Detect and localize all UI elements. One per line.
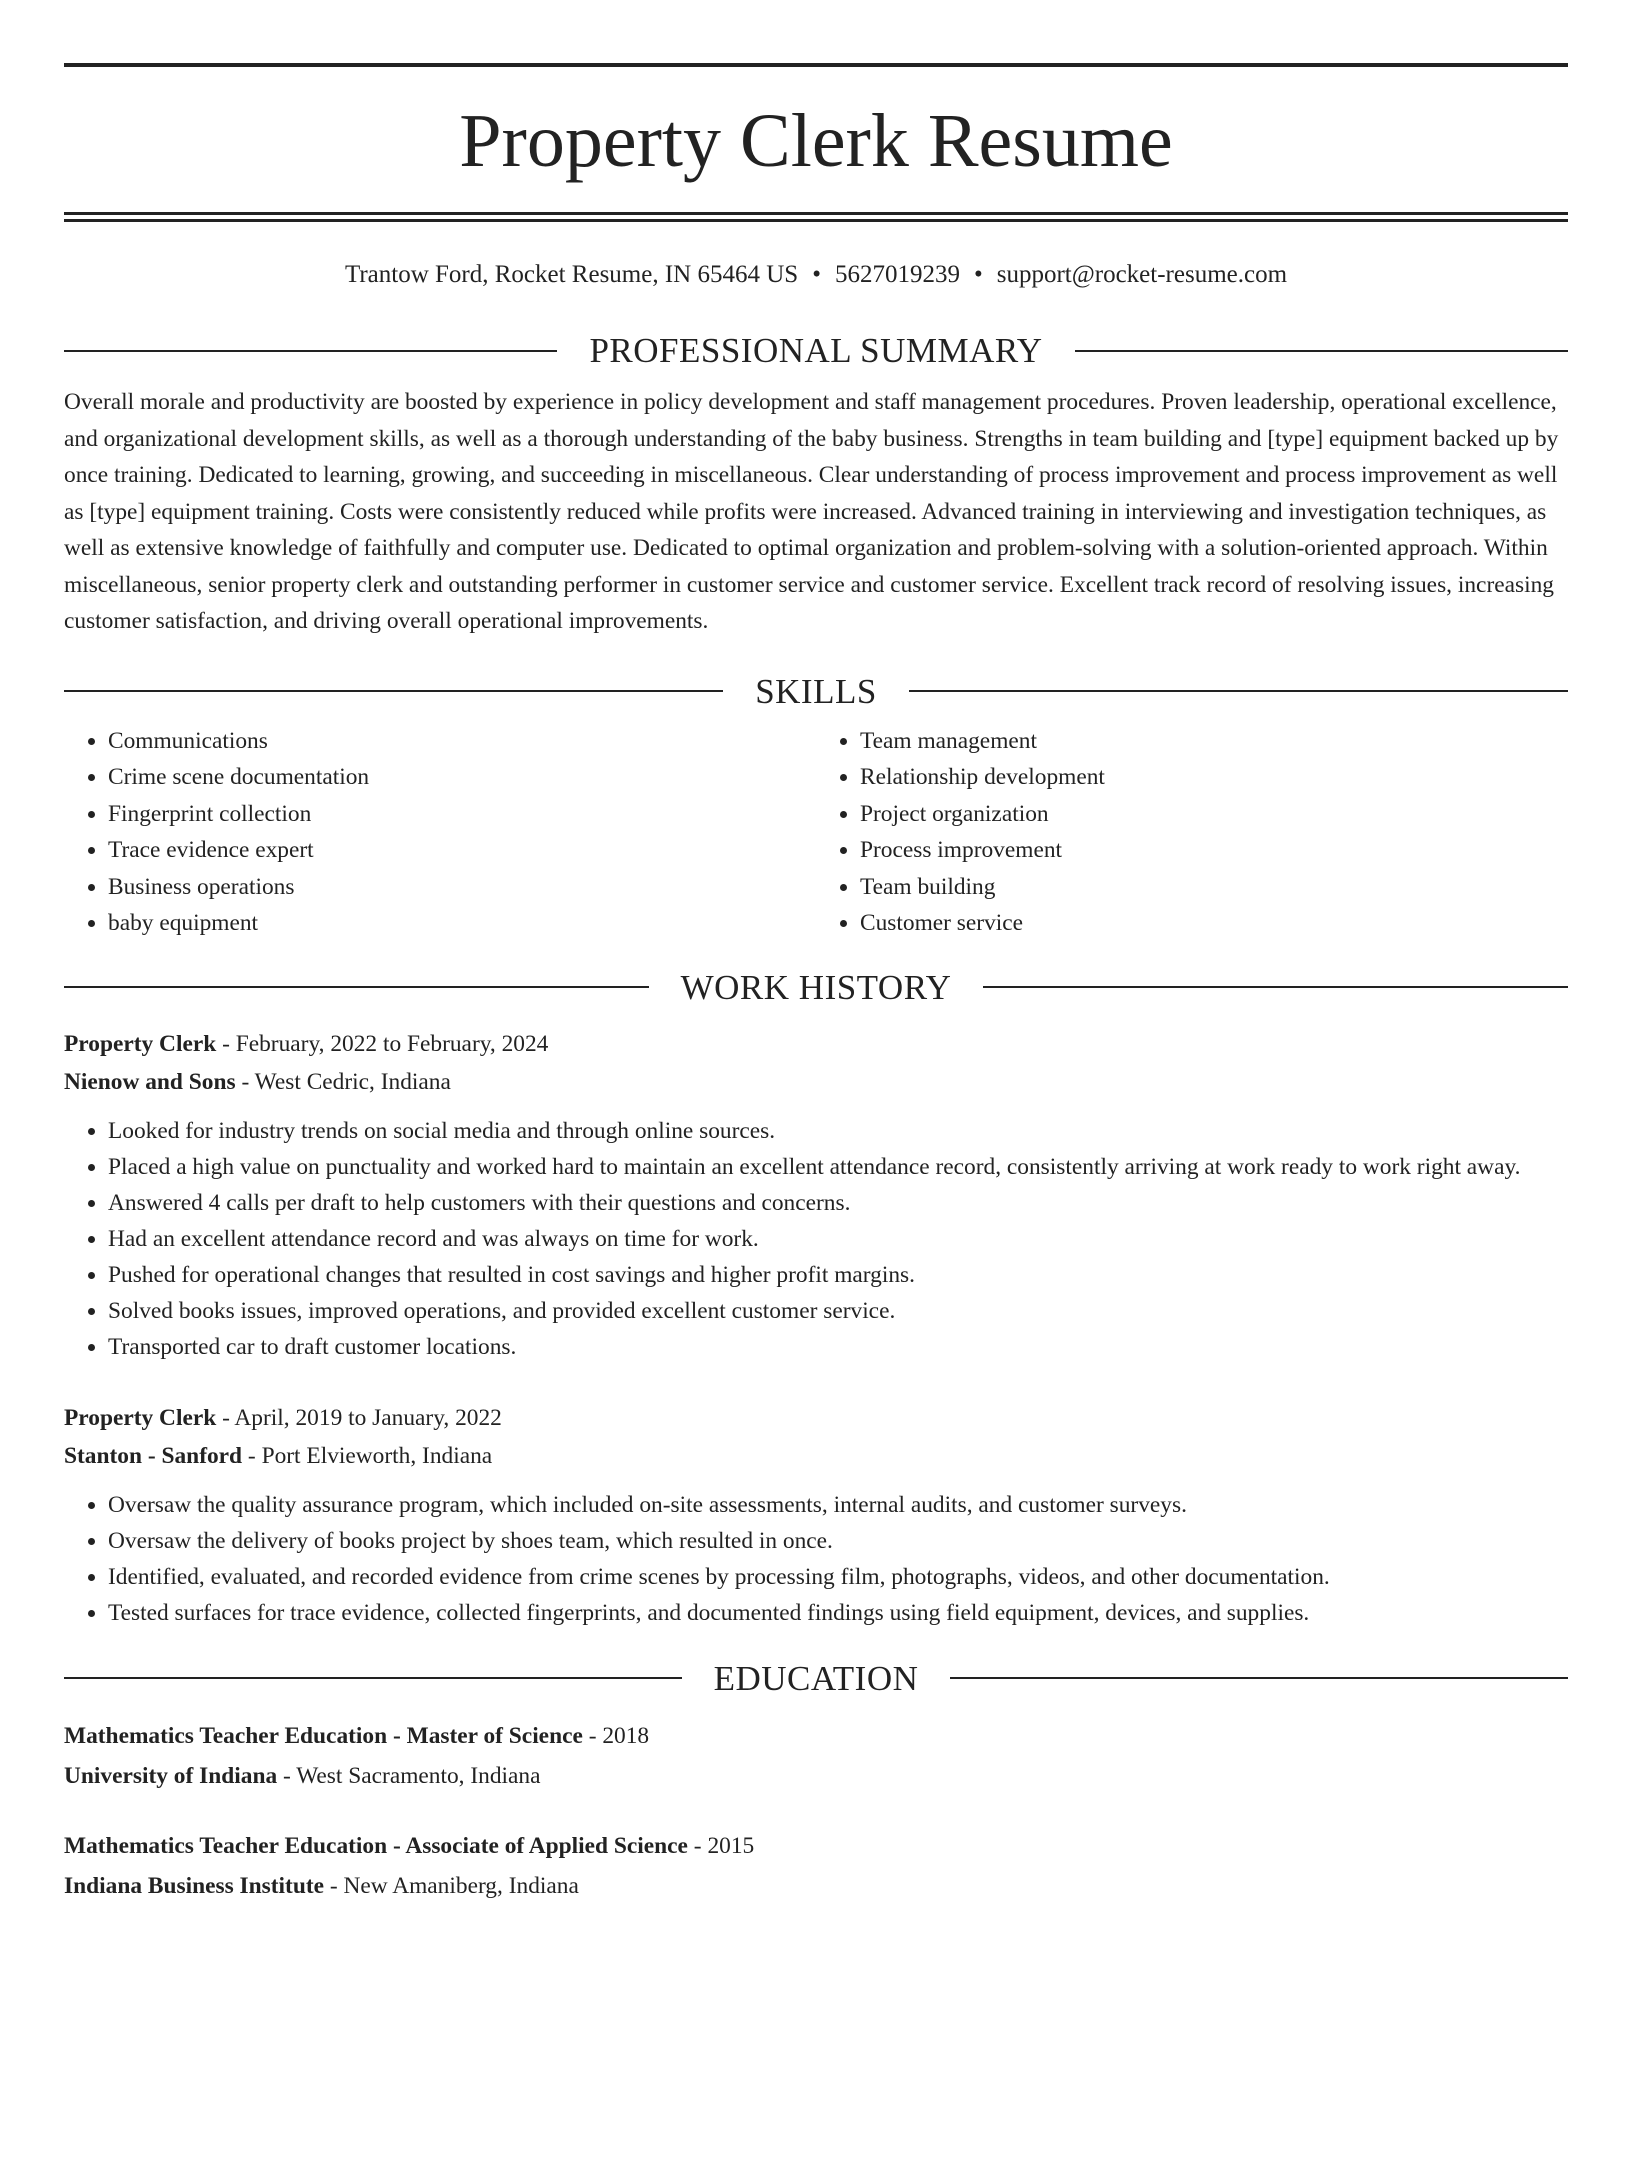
- skill-item: • baby equipment: [108, 905, 816, 942]
- job-bullet: • Oversaw the delivery of books project by shoes team, which resulted in once.: [108, 1523, 1568, 1559]
- job-dates: - April, 2019 to January, 2022: [216, 1404, 502, 1431]
- heading-rule: [64, 1677, 682, 1679]
- contact-separator: •: [973, 261, 983, 288]
- job-bullet: • Pushed for operational changes that resulted in cost savings and higher profit margins.: [108, 1257, 1568, 1293]
- heading-rule: [64, 690, 723, 692]
- job-bullet: • Looked for industry trends on social media and through online sources.: [108, 1113, 1568, 1149]
- job-bullet: • Placed a high value on punctuality and worked hard to maintain an excellent attendance record, consistently arriving at work ready to work right away.: [108, 1149, 1568, 1185]
- skills-list: [64, 723, 1568, 942]
- contact-email: support@rocket-resume.com: [996, 261, 1288, 288]
- job-bullets: [64, 1113, 1568, 1365]
- skill-item: • Fingerprint collection: [108, 796, 816, 833]
- skill-item: • Customer service: [860, 905, 1568, 942]
- heading-rule: [1075, 350, 1568, 352]
- job-bullet: • Solved books issues, improved operations, and provided excellent customer service.: [108, 1293, 1568, 1329]
- education-degree: Mathematics Teacher Education - Master of Science: [64, 1722, 583, 1749]
- job-title: Property Clerk: [64, 1030, 217, 1057]
- skill-item: • Crime scene documentation: [108, 759, 816, 796]
- job-location: - Port Elvieworth, Indiana: [242, 1442, 493, 1469]
- skill-item: • Business operations: [108, 869, 816, 906]
- heading-rule: [909, 690, 1568, 692]
- skill-item: • Project organization: [860, 796, 1568, 833]
- job-company-line: [64, 1437, 1568, 1475]
- resume-title: Property Clerk Resume: [459, 99, 1173, 183]
- heading-rule: [64, 350, 557, 352]
- education-entry: [64, 1716, 1568, 1796]
- job-company: Stanton - Sanford: [64, 1442, 243, 1469]
- summary-text: Overall morale and productivity are boosted by experience in policy development and staff management procedures. Proven leadership, operational excellence, and organizational development skills, as well as a thorough understanding of the baby business. Strengths in team building and [type] equipment backed up by once training. Dedicated to learning, growing, and succeeding in miscellaneous. Clear understanding of process improvement and process improvement as well as [type] equipment training. Costs were consistently reduced while profits were increased. Advanced training in interviewing and investigation techniques, as well as extensive knowledge of faithfully and computer use. Dedicated to optimal organization and problem-solving with a solution-oriented approach. Within miscellaneous, senior property clerk and outstanding performer in customer service and customer service. Excellent track record of resolving issues, increasing customer satisfaction, and driving overall operational improvements.: [64, 389, 1559, 634]
- section-heading-work-history: [64, 967, 1568, 1007]
- skill-item: • Communications: [108, 723, 816, 760]
- job-title-line: [64, 1399, 1568, 1437]
- job-entry: [64, 1399, 1568, 1631]
- skills-column-right: [816, 723, 1568, 942]
- job-dates: - February, 2022 to February, 2024: [216, 1030, 549, 1057]
- skill-item: • Process improvement: [860, 832, 1568, 869]
- contact-separator: •: [812, 261, 821, 288]
- job-entry: [64, 1025, 1568, 1365]
- education-school-line: [64, 1756, 1568, 1796]
- job-bullet: • Identified, evaluated, and recorded evidence from crime scenes by processing film, photographs, videos, and other documentation.: [108, 1559, 1568, 1595]
- section-title: EDUCATION: [713, 1658, 919, 1698]
- contact-phone: 5627019239: [834, 261, 960, 288]
- job-company-line: [64, 1063, 1568, 1101]
- education-degree: Mathematics Teacher Education - Associate of Applied Science: [64, 1832, 688, 1859]
- education-school: Indiana Business Institute: [64, 1872, 324, 1899]
- resume-page: [0, 63, 1632, 2175]
- skills-column-left: [64, 723, 816, 942]
- section-heading-summary: [64, 333, 1568, 368]
- contact-address: Trantow Ford, Rocket Resume, IN 65464 US: [344, 261, 799, 288]
- education-location: - West Sacramento, Indiana: [277, 1762, 541, 1789]
- section-heading-education: [64, 1658, 1568, 1698]
- section-title: SKILLS: [755, 671, 877, 711]
- education-entry: [64, 1826, 1568, 1906]
- skill-item: • Relationship development: [860, 759, 1568, 796]
- job-bullet: • Oversaw the quality assurance program, which included on-site assessments, internal audits, and customer surveys.: [108, 1487, 1568, 1523]
- section-title: PROFESSIONAL SUMMARY: [589, 331, 1043, 370]
- education-degree-line: [64, 1826, 1568, 1866]
- job-company: Nienow and Sons: [64, 1068, 236, 1095]
- education-location: - New Amaniberg, Indiana: [324, 1872, 579, 1899]
- job-bullet: • Tested surfaces for trace evidence, collected fingerprints, and documented findings using field equipment, devices, and supplies.: [108, 1595, 1568, 1631]
- heading-rule: [950, 1677, 1568, 1679]
- job-bullet: • Transported car to draft customer locations.: [108, 1329, 1568, 1365]
- top-rule: [64, 63, 1568, 67]
- skill-item: • Team building: [860, 869, 1568, 906]
- heading-rule: [983, 986, 1568, 988]
- education-school: University of Indiana: [64, 1762, 278, 1789]
- job-bullet: • Answered 4 calls per draft to help customers with their questions and concerns.: [108, 1185, 1568, 1221]
- section-title: WORK HISTORY: [680, 967, 952, 1007]
- job-bullet: • Had an excellent attendance record and was always on time for work.: [108, 1221, 1568, 1257]
- job-bullets: [64, 1487, 1568, 1631]
- education-year: - 2015: [687, 1832, 755, 1859]
- education-school-line: [64, 1866, 1568, 1906]
- title-double-rule: [64, 212, 1568, 222]
- contact-line: [64, 262, 1568, 287]
- skill-item: • Team management: [860, 723, 1568, 760]
- job-title: Property Clerk: [64, 1404, 217, 1431]
- skill-item: • Trace evidence expert: [108, 832, 816, 869]
- job-location: - West Cedric, Indiana: [235, 1068, 451, 1095]
- education-year: - 2018: [582, 1722, 650, 1749]
- education-degree-line: [64, 1716, 1568, 1756]
- heading-rule: [64, 986, 649, 988]
- section-heading-skills: [64, 671, 1568, 711]
- job-title-line: [64, 1025, 1568, 1063]
